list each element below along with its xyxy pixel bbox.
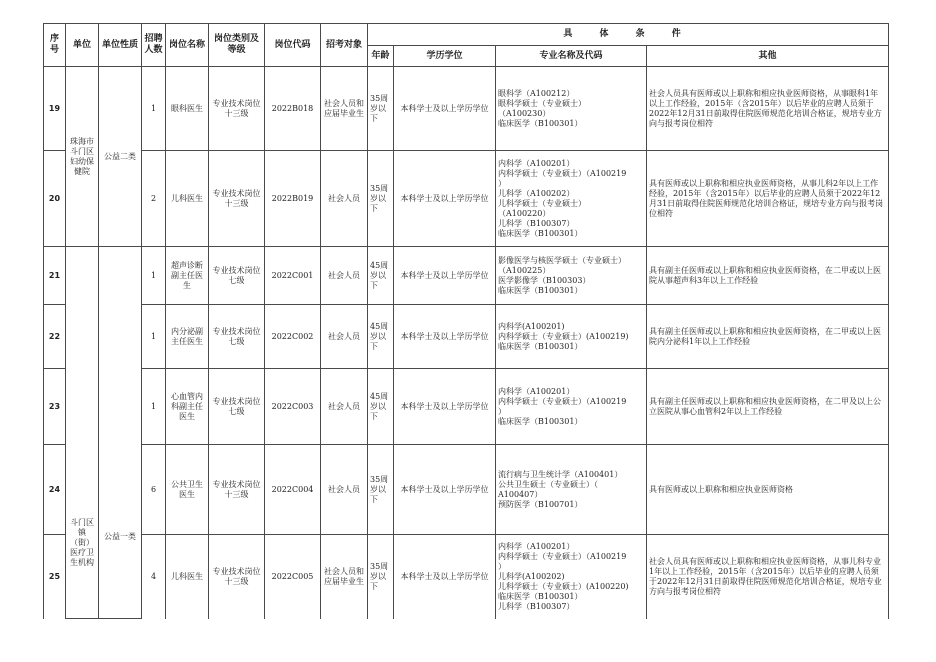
- seq-cell: 21: [44, 247, 66, 305]
- other-cell: 具有医师或以上职称和相应执业医师资格: [647, 445, 889, 535]
- post-class-cell: 专业技术岗位十三级: [209, 535, 265, 619]
- table-row: [44, 535, 889, 619]
- target-cell: 社会人员和应届毕业生: [321, 67, 368, 151]
- num-cell: 1: [142, 305, 166, 369]
- num-cell: 4: [142, 535, 166, 619]
- num-cell: 1: [142, 67, 166, 151]
- other-cell: 具有副主任医师或以上职称和相应执业医师资格，在二甲及以上公立医院从事心血管科2年以上工作经验: [647, 369, 889, 445]
- header-conditions: 具 体 条 件: [368, 24, 889, 46]
- major-line: 临床医学（B100301）: [498, 341, 583, 351]
- degree-cell: 本科学士及以上学历学位: [394, 305, 496, 369]
- major-line: 内科学硕士（专业硕士）(A100219): [498, 331, 629, 341]
- unit-type-cell: 公益二类: [99, 67, 142, 247]
- major-cell: [496, 305, 647, 369]
- major-line: 临床医学（B100301）: [498, 416, 583, 426]
- target-cell: 社会人员: [321, 305, 368, 369]
- other-cell: 具有副主任医师或以上职称和相应执业医师资格，在二甲或以上医院从事超声科3年以上工作经验: [647, 247, 889, 305]
- num-cell: 2: [142, 151, 166, 247]
- table-row: [44, 305, 889, 369]
- other-cell: 具有医师或以上职称和相应执业医师资格，从事儿科2年以上工作经验，2015年（含2015年）以后毕业的应聘人员须于2022年12月31日前取得住院医师规范化培训合格证，规培专业方向与报考岗位相符: [647, 151, 889, 247]
- age-cell: 35周岁以下: [368, 535, 394, 619]
- unit-cell: 珠海市斗门区妇幼保健院: [66, 67, 99, 247]
- target-cell: 社会人员: [321, 151, 368, 247]
- post-class-cell: 专业技术岗位十三级: [209, 151, 265, 247]
- age-cell: 45周岁以下: [368, 247, 394, 305]
- major-line: 临床医学（B100301）: [498, 118, 583, 128]
- table-row: [44, 445, 889, 535]
- table-body: [44, 67, 889, 619]
- major-cell: [496, 535, 647, 619]
- major-line: A100407）: [498, 489, 543, 499]
- post-class-cell: 专业技术岗位十三级: [209, 445, 265, 535]
- seq-cell: 19: [44, 67, 66, 151]
- post-name-cell: 心血管内科副主任医生: [166, 369, 209, 445]
- post-class-cell: 专业技术岗位七级: [209, 305, 265, 369]
- table-row: [44, 369, 889, 445]
- other-cell: 具有副主任医师或以上职称和相应执业医师资格，在二甲或以上医院内分泌科1年以上工作经验: [647, 305, 889, 369]
- major-line: 内科学(A100201): [498, 321, 565, 331]
- header-major: 专业名称及代码: [496, 46, 647, 67]
- major-line: 儿科学（A100202）: [498, 188, 575, 198]
- major-line: 儿科学（B100307）: [498, 601, 575, 611]
- major-cell: [496, 67, 647, 151]
- major-line: 内科学（A100201）: [498, 158, 575, 168]
- major-line: ）: [498, 178, 506, 188]
- major-line: 影像医学与核医学硕士（专业硕士）: [498, 255, 626, 265]
- post-code-cell: 2022C002: [265, 305, 321, 369]
- post-code-cell: 2022B018: [265, 67, 321, 151]
- major-line: （A100225）: [498, 265, 551, 275]
- post-name-cell: 内分泌副主任医生: [166, 305, 209, 369]
- header-age: 年龄: [368, 46, 394, 67]
- degree-cell: 本科学士及以上学历学位: [394, 369, 496, 445]
- header-unit-type: 单位性质: [99, 24, 142, 67]
- post-code-cell: 2022C003: [265, 369, 321, 445]
- seq-cell: 22: [44, 305, 66, 369]
- seq-cell: 20: [44, 151, 66, 247]
- major-line: 公共卫生硕士（专业硕士）（: [498, 479, 598, 489]
- degree-cell: 本科学士及以上学历学位: [394, 67, 496, 151]
- num-cell: 6: [142, 445, 166, 535]
- header-post-name: 岗位名称: [166, 24, 209, 67]
- unit-type-cell: 公益一类: [99, 247, 142, 619]
- num-cell: 1: [142, 369, 166, 445]
- major-line: ）: [498, 406, 506, 416]
- age-cell: 35周岁以下: [368, 445, 394, 535]
- header-degree: 学历学位: [394, 46, 496, 67]
- header-num: 招聘人数: [142, 24, 166, 67]
- post-name-cell: 儿科医生: [166, 535, 209, 619]
- major-line: 临床医学（B100301）: [498, 591, 583, 601]
- table-row: [44, 67, 889, 151]
- post-code-cell: 2022C005: [265, 535, 321, 619]
- degree-cell: 本科学士及以上学历学位: [394, 445, 496, 535]
- target-cell: 社会人员和应届毕业生: [321, 535, 368, 619]
- header-post-code: 岗位代码: [265, 24, 321, 67]
- major-line: 内科学硕士（专业硕士）（A100219: [498, 551, 627, 561]
- post-code-cell: 2022C001: [265, 247, 321, 305]
- header-unit: 单位: [66, 24, 99, 67]
- major-line: 眼科学硕士（专业硕士）: [498, 98, 586, 108]
- target-cell: 社会人员: [321, 369, 368, 445]
- major-line: （A100220）: [498, 208, 551, 218]
- major-line: 临床医学（B100301）: [498, 228, 583, 238]
- major-line: 内科学硕士（专业硕士）（A100219: [498, 396, 627, 406]
- post-code-cell: 2022B019: [265, 151, 321, 247]
- age-cell: 45周岁以下: [368, 369, 394, 445]
- major-line: 临床医学（B100301）: [498, 285, 583, 295]
- target-cell: 社会人员: [321, 445, 368, 535]
- major-line: 眼科学（A100212）: [498, 88, 575, 98]
- major-cell: [496, 151, 647, 247]
- header-seq: 序号: [44, 24, 66, 67]
- post-class-cell: 专业技术岗位十三级: [209, 67, 265, 151]
- seq-cell: 23: [44, 369, 66, 445]
- major-line: 流行病与卫生统计学（A100401）: [498, 469, 623, 479]
- post-class-cell: 专业技术岗位七级: [209, 369, 265, 445]
- major-line: 儿科学硕士（专业硕士）(A100220): [498, 581, 629, 591]
- post-name-cell: 超声诊断副主任医生: [166, 247, 209, 305]
- major-line: 内科学（A100201）: [498, 541, 575, 551]
- major-line: 儿科学硕士（专业硕士）: [498, 198, 586, 208]
- degree-cell: 本科学士及以上学历学位: [394, 151, 496, 247]
- num-cell: 1: [142, 247, 166, 305]
- major-line: 内科学（A100201）: [498, 386, 575, 396]
- unit-cell: 斗门区镇（街）医疗卫生机构: [66, 247, 99, 619]
- header-post-class: 岗位类别及等级: [209, 24, 265, 67]
- other-cell: 社会人员具有医师或以上职称和相应执业医师资格，从事儿科专业1年以上工作经验，2015年（含2015年）以后毕业的应聘人员须于2022年12月31日前取得住院医师规范化培训合格证，规培专业方向与报考岗位相符: [647, 535, 889, 619]
- age-cell: 45周岁以下: [368, 305, 394, 369]
- seq-cell: 24: [44, 445, 66, 535]
- major-line: 医学影像学（B100303）: [498, 275, 591, 285]
- other-cell: 社会人员具有医师或以上职称和相应执业医师资格，从事眼科1年以上工作经验，2015年（含2015年）以后毕业的应聘人员须于2022年12月31日前取得住院医师规范化培训合格证，规培专业方向与报考岗位相符: [647, 67, 889, 151]
- seq-cell: 25: [44, 535, 66, 619]
- target-cell: 社会人员: [321, 247, 368, 305]
- major-line: （A100230）: [498, 108, 551, 118]
- post-name-cell: 眼科医生: [166, 67, 209, 151]
- header-target: 招考对象: [321, 24, 368, 67]
- recruitment-table: [43, 23, 889, 619]
- table-row: [44, 247, 889, 305]
- major-cell: [496, 445, 647, 535]
- post-class-cell: 专业技术岗位七级: [209, 247, 265, 305]
- major-line: 儿科学（B100307）: [498, 218, 575, 228]
- header-other: 其他: [647, 46, 889, 67]
- major-line: 儿科学(A100202): [498, 571, 565, 581]
- age-cell: 35周岁以下: [368, 67, 394, 151]
- age-cell: 35周岁以下: [368, 151, 394, 247]
- major-line: ）: [498, 561, 506, 571]
- post-name-cell: 公共卫生医生: [166, 445, 209, 535]
- table-row: [44, 151, 889, 247]
- major-cell: [496, 369, 647, 445]
- post-name-cell: 儿科医生: [166, 151, 209, 247]
- degree-cell: 本科学士及以上学历学位: [394, 535, 496, 619]
- degree-cell: 本科学士及以上学历学位: [394, 247, 496, 305]
- major-line: 内科学硕士（专业硕士）（A100219: [498, 168, 627, 178]
- post-code-cell: 2022C004: [265, 445, 321, 535]
- major-line: 预防医学（B100701）: [498, 499, 583, 509]
- major-cell: [496, 247, 647, 305]
